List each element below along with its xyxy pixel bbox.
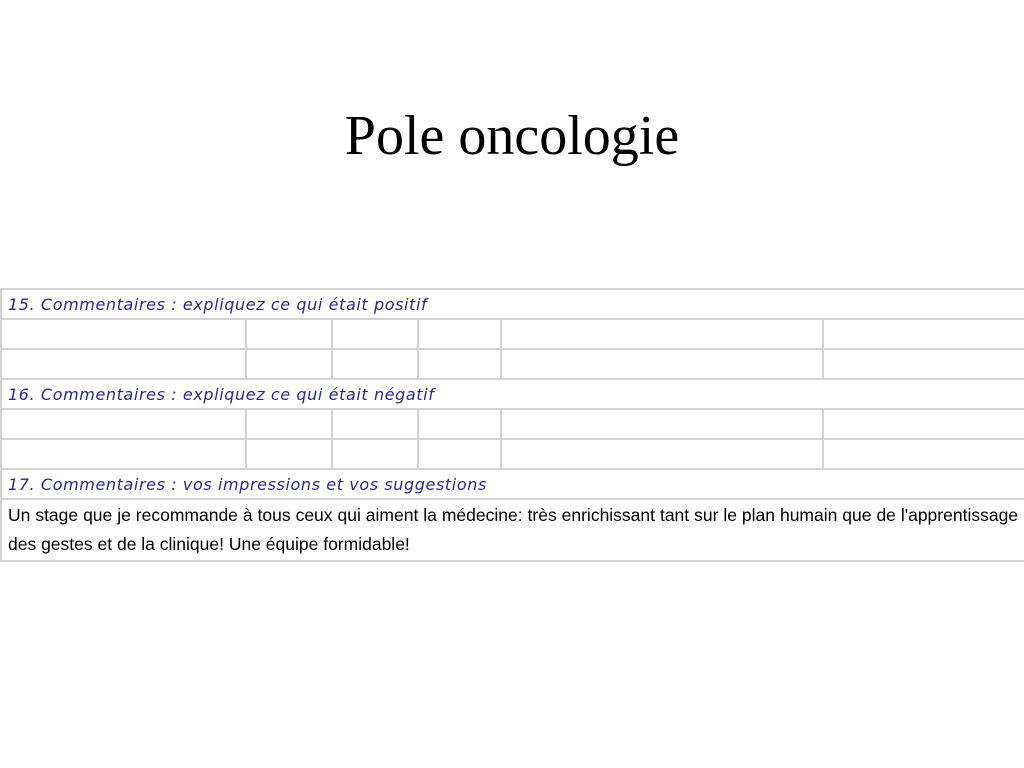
question-17-label: 17. Commentaires : vos impressions et vos suggestions [1, 469, 1024, 499]
empty-cell [501, 319, 823, 349]
empty-row [1, 409, 1024, 439]
question-17-answer-row [1, 499, 1024, 561]
empty-cell [246, 319, 332, 349]
empty-cell [1, 349, 246, 379]
empty-cell [501, 349, 823, 379]
empty-cell [332, 349, 418, 379]
question-15-row [1, 289, 1024, 319]
empty-cell [823, 319, 1024, 349]
empty-cell [332, 409, 418, 439]
empty-cell [823, 439, 1024, 469]
empty-cell [332, 439, 418, 469]
empty-row [1, 349, 1024, 379]
empty-cell [501, 439, 823, 469]
comments-table [0, 288, 1024, 562]
question-15-label: 15. Commentaires : expliquez ce qui était positif [1, 289, 1024, 319]
empty-cell [246, 409, 332, 439]
empty-cell [332, 319, 418, 349]
empty-cell [1, 409, 246, 439]
question-16-row [1, 379, 1024, 409]
empty-row [1, 439, 1024, 469]
empty-cell [1, 439, 246, 469]
empty-cell [1, 319, 246, 349]
empty-row [1, 319, 1024, 349]
empty-cell [246, 349, 332, 379]
empty-cell [418, 439, 501, 469]
empty-cell [418, 409, 501, 439]
empty-cell [246, 439, 332, 469]
slide-title: Pole oncologie [344, 105, 680, 167]
question-16-label: 16. Commentaires : expliquez ce qui était négatif [1, 379, 1024, 409]
empty-cell [823, 349, 1024, 379]
question-17-answer: Un stage que je recommande à tous ceux qui aiment la médecine: très enrichissant tant sur le plan humain que de l'apprentissage des gestes et de la clinique! Une équipe formidable! [1, 499, 1024, 561]
empty-cell [418, 349, 501, 379]
question-17-row [1, 469, 1024, 499]
empty-cell [823, 409, 1024, 439]
empty-cell [418, 319, 501, 349]
empty-cell [501, 409, 823, 439]
